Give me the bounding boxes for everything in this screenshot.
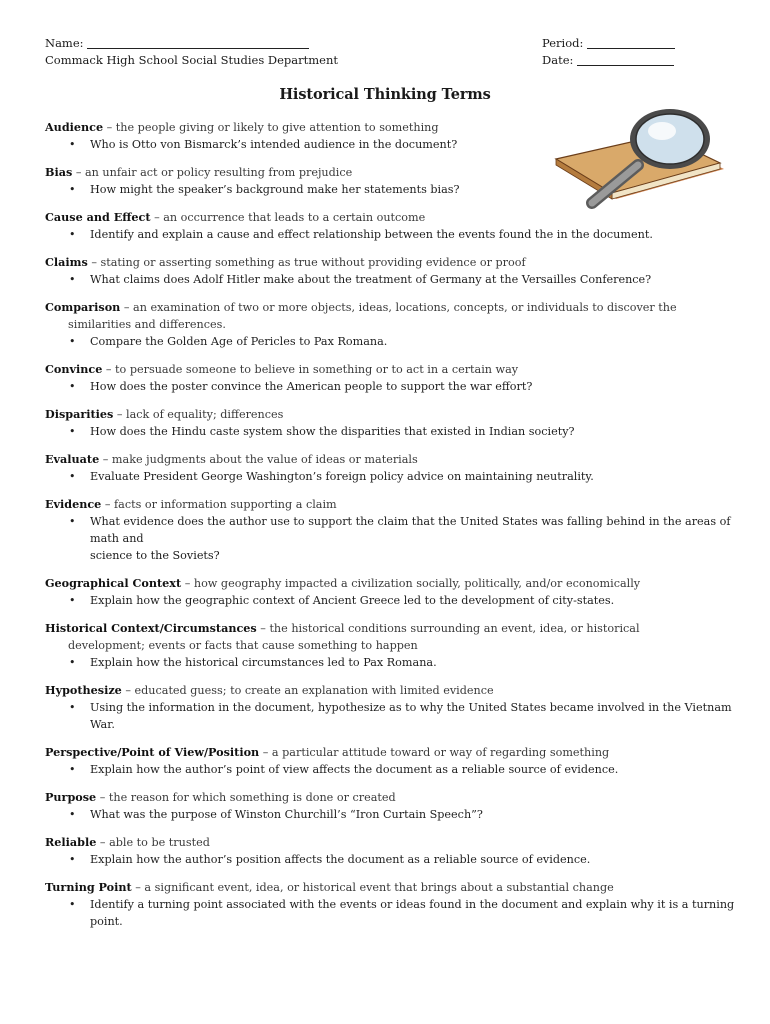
term-example-question: • Identify a turning point associated with the events or ideas found in the document and explain why it is a turning point. [45, 896, 745, 930]
term-heading [45, 361, 745, 378]
name-label: Name: [45, 36, 84, 50]
term-separator: – [72, 166, 85, 179]
term-heading [45, 164, 745, 181]
term-definition: to persuade someone to believe in something or to act in a certain way [115, 363, 519, 376]
term-example-question: • Identify and explain a cause and effect relationship between the events found the in the document. [45, 226, 745, 243]
terms-list [45, 119, 745, 941]
term-heading [45, 254, 745, 271]
term-example-question: • What was the purpose of Winston Churchill’s “Iron Curtain Speech”? [45, 806, 745, 823]
term-separator: – [96, 791, 109, 804]
term-example-question: • What evidence does the author use to support the claim that the United States was falling behind in the areas of math and [45, 513, 745, 547]
term-heading [45, 879, 745, 896]
term-example-question: • Compare the Golden Age of Pericles to Pax Romana. [45, 333, 745, 350]
term-example-question: • Evaluate President George Washington’s foreign policy advice on maintaining neutrality. [45, 468, 745, 485]
date-label: Date: [542, 53, 574, 67]
term-definition: how geography impacted a civilization socially, politically, and/or economically [193, 577, 641, 590]
term-name: Evidence [45, 497, 102, 511]
term-entry [45, 209, 745, 243]
department: Commack High School Social Studies Department [45, 53, 339, 67]
term-heading [45, 834, 745, 851]
term-entry [45, 744, 745, 778]
term-definition: able to be trusted [109, 836, 210, 849]
term-separator: – [99, 453, 112, 466]
term-name: Turning Point [45, 880, 132, 894]
term-name: Claims [45, 255, 88, 269]
date-blank[interactable] [577, 54, 674, 66]
term-separator: – [131, 881, 145, 894]
term-example-question: • How might the speaker’s background make her statements bias? [45, 181, 745, 198]
term-definition: stating or asserting something as true without providing evidence or proof [100, 256, 526, 269]
term-example-question-continued: science to the Soviets? [90, 549, 220, 562]
term-definition-continued: similarities and differences. [68, 318, 226, 331]
term-entry [45, 164, 745, 198]
term-separator: – [181, 577, 194, 590]
term-heading [45, 209, 745, 226]
term-separator: – [121, 684, 135, 697]
term-heading [45, 496, 745, 513]
term-entry [45, 879, 745, 930]
term-heading [45, 451, 745, 468]
term-entry [45, 361, 745, 395]
term-separator: – [120, 301, 134, 314]
period-line [542, 35, 675, 52]
term-name: Convince [45, 362, 103, 376]
term-separator: – [96, 836, 110, 849]
term-heading [45, 406, 745, 423]
term-heading [45, 682, 745, 699]
header-right [542, 35, 675, 69]
term-example-question: • How does the Hindu caste system show the disparities that existed in Indian society? [45, 423, 745, 440]
term-definition: the historical conditions surrounding an event, idea, or historical [269, 622, 640, 635]
term-name: Cause and Effect [45, 210, 151, 224]
term-name: Purpose [45, 790, 97, 804]
term-example-question: • Who is Otto von Bismarck’s intended audience in the document? [45, 136, 745, 153]
term-name: Hypothesize [45, 683, 122, 697]
term-entry [45, 575, 745, 609]
term-separator: – [102, 363, 116, 376]
term-example-question: • Explain how the historical circumstances led to Pax Romana. [45, 654, 745, 671]
term-definition-continued: development; events or facts that cause something to happen [68, 639, 418, 652]
term-name: Evaluate [45, 452, 100, 466]
term-heading [45, 575, 745, 592]
term-definition: an examination of two or more objects, ideas, locations, concepts, or individuals to discover the [133, 301, 677, 314]
term-example-question: • Explain how the author’s position affects the document as a reliable source of evidence. [45, 851, 745, 868]
term-separator: – [87, 256, 101, 269]
term-definition: educated guess; to create an explanation with limited evidence [134, 684, 494, 697]
term-name: Bias [45, 165, 73, 179]
term-definition: an occurrence that leads to a certain outcome [163, 211, 426, 224]
period-label: Period: [542, 36, 584, 50]
term-example-question: • How does the poster convince the American people to support the war effort? [45, 378, 745, 395]
date-line [542, 52, 675, 69]
term-name: Perspective/Point of View/Position [45, 745, 260, 759]
term-heading [45, 620, 745, 637]
term-separator: – [113, 408, 127, 421]
term-definition: lack of equality; differences [126, 408, 284, 421]
term-entry [45, 254, 745, 288]
term-entry [45, 620, 745, 671]
term-entry [45, 496, 745, 564]
term-entry [45, 789, 745, 823]
term-separator: – [101, 498, 115, 511]
page-title: Historical Thinking Terms [279, 86, 491, 103]
term-name: Comparison [45, 300, 121, 314]
term-entry [45, 406, 745, 440]
term-name: Disparities [45, 407, 114, 421]
term-definition: the reason for which something is done or created [108, 791, 396, 804]
term-example-question: • Explain how the author’s point of view affects the document as a reliable source of evidence. [45, 761, 745, 778]
term-entry [45, 299, 745, 350]
term-separator: – [150, 211, 164, 224]
term-definition: a significant event, idea, or historical event that brings about a substantial change [144, 881, 614, 894]
name-blank[interactable] [87, 37, 309, 49]
term-heading [45, 789, 745, 806]
term-entry [45, 682, 745, 733]
term-name: Reliable [45, 835, 97, 849]
period-blank[interactable] [587, 37, 675, 49]
term-definition: a particular attitude toward or way of regarding something [271, 746, 610, 759]
term-entry [45, 451, 745, 485]
term-entry [45, 834, 745, 868]
term-definition: an unfair act or policy resulting from prejudice [84, 166, 353, 179]
term-heading [45, 119, 745, 136]
term-definition: the people giving or likely to give attention to something [115, 121, 439, 134]
term-definition: facts or information supporting a claim [114, 498, 337, 511]
term-heading [45, 299, 745, 316]
term-example-question: • Using the information in the document, hypothesize as to why the United States became involved in the Vietnam War. [45, 699, 745, 733]
term-separator: – [256, 622, 270, 635]
term-name: Geographical Context [45, 576, 182, 590]
term-name: Audience [45, 120, 104, 134]
term-example-question: • What claims does Adolf Hitler make about the treatment of Germany at the Versailles Conference? [45, 271, 745, 288]
term-entry [45, 119, 745, 153]
term-definition: make judgments about the value of ideas or materials [111, 453, 418, 466]
term-example-question: • Explain how the geographic context of Ancient Greece led to the development of city-states. [45, 592, 745, 609]
term-name: Historical Context/Circumstances [45, 621, 257, 635]
term-separator: – [259, 746, 272, 759]
term-heading [45, 744, 745, 761]
header-left [45, 35, 338, 69]
term-separator: – [103, 121, 116, 134]
name-line [45, 35, 338, 52]
